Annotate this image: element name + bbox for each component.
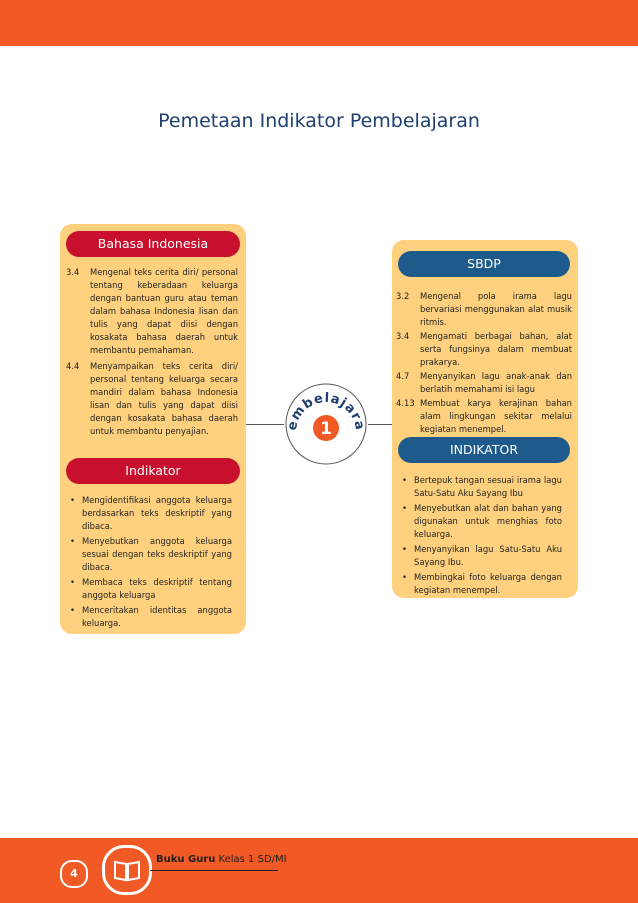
indikator-item — [70, 494, 232, 533]
indikator-text: Bertepuk tangan sesuai irama lagu Satu-Satu Aku Sayang Ibu — [414, 475, 562, 498]
bahasa-indonesia-kd-list — [66, 266, 238, 438]
footer-text — [156, 854, 287, 865]
footer-rest: Kelas 1 SD/MI — [215, 854, 287, 865]
bullet-dot: • — [70, 536, 75, 546]
bullet-dot: • — [402, 475, 407, 485]
indikator-text: Membingkai foto keluarga dengan kegiatan menempel. — [414, 572, 562, 595]
kd-item — [396, 370, 572, 396]
indikator-text: Membaca teks deskriptif tentang anggota keluarga — [82, 577, 232, 600]
kd-number: 3.2 — [396, 291, 410, 301]
kd-item — [66, 266, 238, 357]
kd-text: Mengenal pola irama lagu bervariasi menggunakan alat musik ritmis. — [420, 291, 572, 327]
indikator-item — [70, 535, 232, 574]
kd-number: 4.7 — [396, 371, 410, 381]
kd-text: Mengamati berbagai bahan, alat serta fungsinya dalam membuat prakarya. — [420, 331, 572, 367]
page-number: 4 — [60, 860, 88, 888]
book-icon — [102, 845, 152, 895]
indikator-text: Menyanyikan lagu Satu-Satu Aku Sayang Ibu. — [414, 544, 562, 567]
pembelajaran-badge — [274, 370, 378, 474]
bullet-dot: • — [70, 577, 75, 587]
bullet-dot: • — [402, 503, 407, 513]
kd-item — [66, 360, 238, 438]
footer-underline — [150, 870, 278, 871]
page-title: Pemetaan Indikator Pembelajaran — [158, 110, 480, 132]
indikator-item — [70, 576, 232, 602]
bottom-banner — [0, 838, 638, 903]
book-icon-graphic — [105, 848, 149, 892]
indikator-text: Mengidentifikasi anggota keluarga berdasarkan teks deskriptif yang dibaca. — [82, 495, 232, 531]
footer-bold: Buku Guru — [156, 854, 216, 865]
bullet-dot: • — [70, 605, 75, 615]
sbdp-kd-list — [396, 290, 572, 436]
indikator-header-right: INDIKATOR — [398, 437, 570, 463]
kd-text: Menyanyikan lagu anak-anak dan berlatih memahami isi lagu — [420, 371, 572, 394]
badge-arc-text: embelajara — [284, 390, 368, 432]
badge-number: 1 — [320, 419, 332, 439]
kd-text: Menyampaikan teks cerita diri/ personal tentang keluarga secara mandiri dalam bahasa Indonesia lisan dan tulis yang dapat diisi dengan kosakata bahasa daerah untuk membantu penyajian. — [90, 361, 238, 436]
kd-item — [396, 330, 572, 369]
kd-number: 4.4 — [66, 361, 80, 371]
kd-number: 3.4 — [66, 267, 80, 277]
indikator-item — [402, 543, 562, 569]
indikator-text: Menceritakan identitas anggota keluarga. — [82, 605, 232, 628]
badge-graphic — [274, 370, 378, 474]
indikator-text: Menyebutkan anggota keluarga sesuai dengan teks deskriptif yang dibaca. — [82, 536, 232, 572]
bullet-dot: • — [70, 495, 75, 505]
indikator-item — [402, 502, 562, 541]
bahasa-indonesia-header: Bahasa Indonesia — [66, 231, 240, 257]
indikator-list-left — [70, 494, 232, 632]
kd-item — [396, 290, 572, 329]
indikator-item — [402, 474, 562, 500]
bullet-dot: • — [402, 544, 407, 554]
kd-number: 4.13 — [396, 398, 415, 408]
sbdp-header: SBDP — [398, 251, 570, 277]
kd-text: Mengenal teks cerita diri/ personal tentang keberadaan keluarga dengan bantuan guru atau teman dalam bahasa Indonesia lisan dan tulis yang dapat diisi dengan kosakata bahasa daerah untuk membantu pemahaman. — [90, 267, 238, 355]
indikator-item — [402, 571, 562, 597]
kd-number: 3.4 — [396, 331, 410, 341]
kd-text: Membuat karya kerajinan bahan alam lingkungan sekitar melalui kegiatan menempel. — [420, 398, 572, 434]
bullet-dot: • — [402, 572, 407, 582]
indikator-list-right — [402, 474, 562, 599]
indikator-text: Menyebutkan alat dan bahan yang digunakan untuk menghias foto keluarga. — [414, 503, 562, 539]
indikator-item — [70, 604, 232, 630]
indikator-header-left: Indikator — [66, 458, 240, 484]
top-banner — [0, 0, 638, 46]
kd-item — [396, 397, 572, 436]
